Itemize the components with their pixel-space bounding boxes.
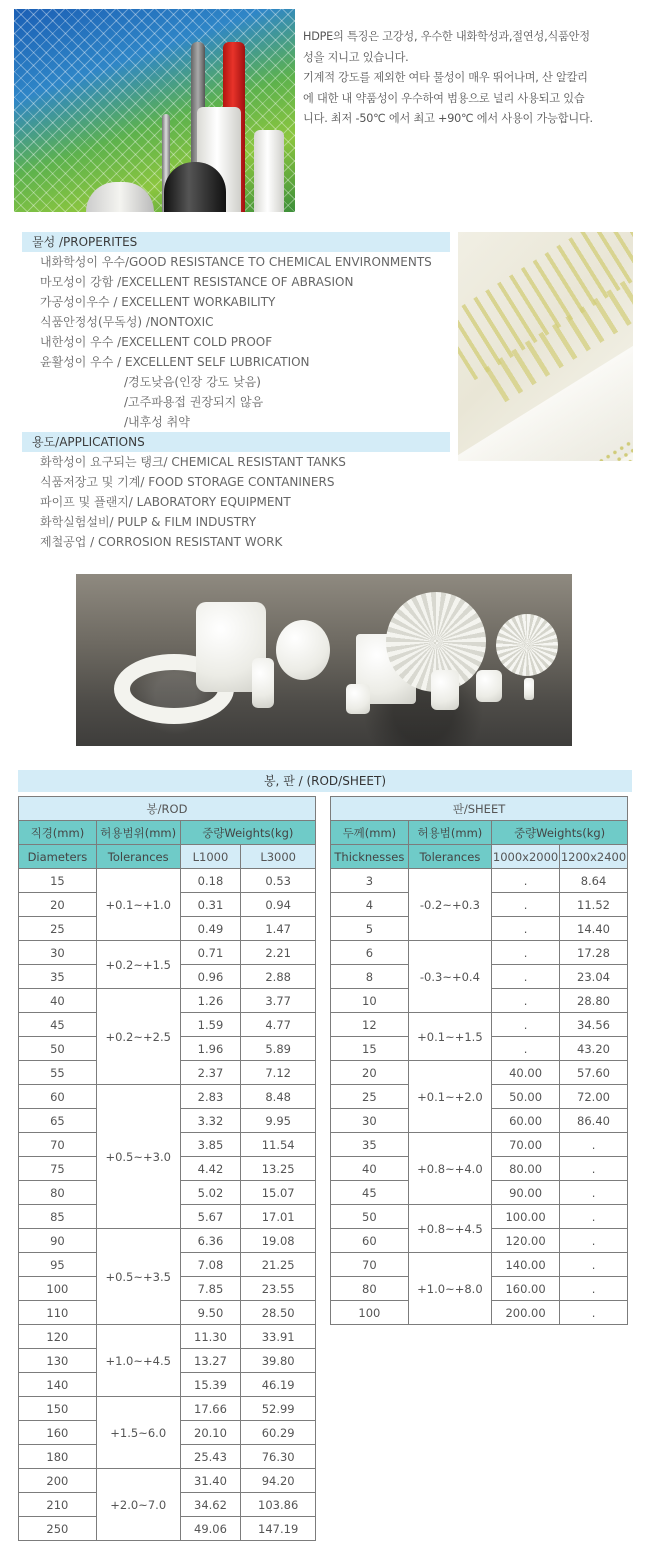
- weight-cell: 11.54: [241, 1133, 316, 1157]
- application-item: 제철공업 / CORROSION RESISTANT WORK: [40, 535, 283, 549]
- property-item: 내화학성이 우수/GOOD RESISTANCE TO CHEMICAL ENVIRONMENTS: [40, 255, 432, 269]
- mesh-texture: [14, 9, 295, 212]
- rod-col-tolerance: 허용범위(mm): [96, 821, 180, 845]
- size-cell: 30: [19, 941, 97, 965]
- rod-col-weight: 중량Weights(kg): [180, 821, 315, 845]
- spec-title: 봉, 판 / (ROD/SHEET): [18, 770, 632, 792]
- size-cell: 95: [19, 1253, 97, 1277]
- table-row: [331, 869, 628, 893]
- weight-cell: .: [560, 1277, 628, 1301]
- weight-cell: 72.00: [560, 1085, 628, 1109]
- weight-cell: 0.53: [241, 869, 316, 893]
- tolerance-cell: +0.2~+2.5: [96, 989, 180, 1085]
- tolerance-cell: +0.5~+3.0: [96, 1085, 180, 1229]
- rod-table-body: [19, 869, 316, 1541]
- rod-col-diameter: 직경(mm): [19, 821, 97, 845]
- size-cell: 210: [19, 1493, 97, 1517]
- sheet-col-tolerance-en: Tolerances: [408, 845, 491, 869]
- weight-cell: .: [492, 869, 560, 893]
- weight-cell: .: [560, 1229, 628, 1253]
- weight-cell: 57.60: [560, 1061, 628, 1085]
- size-cell: 12: [331, 1013, 409, 1037]
- rod-image: [254, 130, 284, 212]
- table-row: [19, 989, 316, 1013]
- small-part-image: [252, 658, 274, 708]
- tolerance-cell: +2.0~7.0: [96, 1469, 180, 1541]
- applications-list: [40, 452, 460, 552]
- weight-cell: 3.77: [241, 989, 316, 1013]
- weight-cell: 120.00: [492, 1229, 560, 1253]
- properties-header: 물성 /PROPERITES: [22, 232, 450, 252]
- size-cell: 100: [19, 1277, 97, 1301]
- property-sub-item: /경도낮음(인장 강도 낮음): [124, 375, 261, 389]
- tolerance-cell: +0.1~+1.0: [96, 869, 180, 941]
- sheet-col-thickness-en: Thicknesses: [331, 845, 409, 869]
- tolerance-cell: -0.2~+0.3: [408, 869, 491, 941]
- size-cell: 60: [331, 1229, 409, 1253]
- size-cell: 85: [19, 1205, 97, 1229]
- rod-table: [18, 796, 316, 1541]
- rod-col-tolerance-en: Tolerances: [96, 845, 180, 869]
- weight-cell: .: [492, 1037, 560, 1061]
- weight-cell: 3.85: [180, 1133, 241, 1157]
- weight-cell: 43.20: [560, 1037, 628, 1061]
- weight-cell: 13.27: [180, 1349, 241, 1373]
- sheet-col-thickness: 두께(mm): [331, 821, 409, 845]
- weight-cell: 11.52: [560, 893, 628, 917]
- small-part-image: [346, 684, 370, 714]
- weight-cell: .: [560, 1157, 628, 1181]
- weight-cell: 147.19: [241, 1517, 316, 1541]
- table-row: [331, 1133, 628, 1157]
- intro-line: 에 대한 내 약품성이 우수하여 범용으로 널리 사용되고 있습: [303, 91, 585, 105]
- size-cell: 70: [331, 1253, 409, 1277]
- size-cell: 140: [19, 1373, 97, 1397]
- table-row: [19, 1325, 316, 1349]
- table-row: [19, 1085, 316, 1109]
- size-cell: 25: [19, 917, 97, 941]
- size-cell: 15: [331, 1037, 409, 1061]
- weight-cell: 8.64: [560, 869, 628, 893]
- weight-cell: 80.00: [492, 1157, 560, 1181]
- weight-cell: 17.28: [560, 941, 628, 965]
- size-cell: 100: [331, 1301, 409, 1325]
- size-cell: 250: [19, 1517, 97, 1541]
- tolerance-cell: -0.3~+0.4: [408, 941, 491, 1013]
- weight-cell: 8.48: [241, 1085, 316, 1109]
- table-row: [19, 1397, 316, 1421]
- table-row: [331, 941, 628, 965]
- sheet-col-weight: 중량Weights(kg): [492, 821, 628, 845]
- weight-cell: 2.83: [180, 1085, 241, 1109]
- weight-cell: 1.26: [180, 989, 241, 1013]
- weight-cell: 160.00: [492, 1277, 560, 1301]
- weight-cell: 5.67: [180, 1205, 241, 1229]
- sheet-table-title: 판/SHEET: [331, 797, 628, 821]
- weight-cell: 23.04: [560, 965, 628, 989]
- weight-cell: 1.59: [180, 1013, 241, 1037]
- weight-cell: 9.95: [241, 1109, 316, 1133]
- application-item: 파이프 및 플랜지/ LABORATORY EQUIPMENT: [40, 495, 291, 509]
- weight-cell: 60.29: [241, 1421, 316, 1445]
- weight-cell: 46.19: [241, 1373, 316, 1397]
- weight-cell: 0.18: [180, 869, 241, 893]
- weight-cell: 86.40: [560, 1109, 628, 1133]
- size-cell: 60: [19, 1085, 97, 1109]
- sheet-col-1200x2400: 1200x2400: [560, 845, 628, 869]
- weight-cell: 100.00: [492, 1205, 560, 1229]
- weight-cell: 4.42: [180, 1157, 241, 1181]
- application-item: 화학실험설비/ PULP & FILM INDUSTRY: [40, 515, 257, 529]
- size-cell: 200: [19, 1469, 97, 1493]
- weight-cell: .: [560, 1301, 628, 1325]
- weight-cell: 11.30: [180, 1325, 241, 1349]
- rod-image: [164, 162, 226, 212]
- weight-cell: 25.43: [180, 1445, 241, 1469]
- weight-cell: 70.00: [492, 1133, 560, 1157]
- property-item: 윤활성이 우수 / EXCELLENT SELF LUBRICATION: [40, 355, 310, 369]
- tolerance-cell: +1.0~+4.5: [96, 1325, 180, 1397]
- weight-cell: .: [492, 1013, 560, 1037]
- property-sub-item: /고주파용접 권장되지 않음: [124, 395, 264, 409]
- weight-cell: 60.00: [492, 1109, 560, 1133]
- table-row: [19, 941, 316, 965]
- weight-cell: 6.36: [180, 1229, 241, 1253]
- weight-cell: .: [492, 917, 560, 941]
- intro-line: 성을 지니고 있습니다.: [303, 50, 409, 64]
- table-row: [331, 1061, 628, 1085]
- weight-cell: 103.86: [241, 1493, 316, 1517]
- size-cell: 40: [19, 989, 97, 1013]
- weight-cell: 34.56: [560, 1013, 628, 1037]
- sheet-col-1000x2000: 1000x2000: [492, 845, 560, 869]
- application-item: 화학성이 요구되는 탱크/ CHEMICAL RESISTANT TANKS: [40, 455, 346, 469]
- size-cell: 4: [331, 893, 409, 917]
- weight-cell: 4.77: [241, 1013, 316, 1037]
- machined-parts-photo: [76, 574, 572, 746]
- weight-cell: 90.00: [492, 1181, 560, 1205]
- size-cell: 45: [19, 1013, 97, 1037]
- weight-cell: 7.85: [180, 1277, 241, 1301]
- intro-text: [303, 27, 638, 130]
- size-cell: 8: [331, 965, 409, 989]
- property-item: 내한성이 우수 /EXCELLENT COLD PROOF: [40, 335, 273, 349]
- size-cell: 80: [19, 1181, 97, 1205]
- size-cell: 75: [19, 1157, 97, 1181]
- size-cell: 50: [331, 1205, 409, 1229]
- weight-cell: 9.50: [180, 1301, 241, 1325]
- weight-cell: 1.96: [180, 1037, 241, 1061]
- weight-cell: 28.50: [241, 1301, 316, 1325]
- weight-cell: 0.71: [180, 941, 241, 965]
- tolerance-cell: +0.1~+1.5: [408, 1013, 491, 1061]
- small-part-image: [431, 670, 459, 710]
- weight-cell: 39.80: [241, 1349, 316, 1373]
- small-part-image: [524, 678, 534, 700]
- weight-cell: 50.00: [492, 1085, 560, 1109]
- weight-cell: 0.94: [241, 893, 316, 917]
- weight-cell: 28.80: [560, 989, 628, 1013]
- weight-cell: .: [492, 941, 560, 965]
- size-cell: 45: [331, 1181, 409, 1205]
- weight-cell: 200.00: [492, 1301, 560, 1325]
- size-cell: 10: [331, 989, 409, 1013]
- weight-cell: 3.32: [180, 1109, 241, 1133]
- weight-cell: 7.08: [180, 1253, 241, 1277]
- tolerance-cell: +0.2~+1.5: [96, 941, 180, 989]
- small-part-image: [476, 670, 502, 702]
- size-cell: 120: [19, 1325, 97, 1349]
- rod-col-l3000: L3000: [241, 845, 316, 869]
- application-item: 식품저장고 및 기계/ FOOD STORAGE CONTANINERS: [40, 475, 335, 489]
- rod-table-title: 봉/ROD: [19, 797, 316, 821]
- tolerance-cell: +1.5~6.0: [96, 1397, 180, 1469]
- property-item: 마모성이 강함 /EXCELLENT RESISTANCE OF ABRASION: [40, 275, 354, 289]
- weight-cell: 140.00: [492, 1253, 560, 1277]
- weight-cell: .: [492, 965, 560, 989]
- size-cell: 110: [19, 1301, 97, 1325]
- size-cell: 90: [19, 1229, 97, 1253]
- weight-cell: 17.01: [241, 1205, 316, 1229]
- tolerance-cell: +1.0~+8.0: [408, 1253, 491, 1325]
- size-cell: 70: [19, 1133, 97, 1157]
- size-cell: 65: [19, 1109, 97, 1133]
- property-sub-item: /내후성 취약: [124, 415, 190, 429]
- weight-cell: .: [560, 1253, 628, 1277]
- size-cell: 150: [19, 1397, 97, 1421]
- size-cell: 20: [19, 893, 97, 917]
- spool-part-image: [276, 620, 330, 680]
- intro-line: 기계적 강도를 제외한 여타 물성이 매우 뛰어나며, 산 알칼리: [303, 71, 588, 84]
- size-cell: 40: [331, 1157, 409, 1181]
- perforated-sheet-photo: [458, 232, 633, 461]
- weight-cell: .: [492, 989, 560, 1013]
- weight-cell: 21.25: [241, 1253, 316, 1277]
- weight-cell: 34.62: [180, 1493, 241, 1517]
- weight-cell: 2.21: [241, 941, 316, 965]
- weight-cell: 40.00: [492, 1061, 560, 1085]
- weight-cell: 15.07: [241, 1181, 316, 1205]
- size-cell: 50: [19, 1037, 97, 1061]
- table-row: [331, 1013, 628, 1037]
- intro-line: HDPE의 특징은 고강성, 우수한 내화학성과,절연성,식품안정: [303, 30, 590, 43]
- table-row: [19, 869, 316, 893]
- gear-part-image: [496, 614, 558, 676]
- weight-cell: 17.66: [180, 1397, 241, 1421]
- size-cell: 35: [331, 1133, 409, 1157]
- weight-cell: 49.06: [180, 1517, 241, 1541]
- size-cell: 25: [331, 1085, 409, 1109]
- size-cell: 160: [19, 1421, 97, 1445]
- applications-header: 용도/APPLICATIONS: [22, 432, 450, 452]
- table-row: [19, 1229, 316, 1253]
- tolerance-cell: +0.8~+4.0: [408, 1133, 491, 1205]
- weight-cell: 5.02: [180, 1181, 241, 1205]
- weight-cell: .: [560, 1181, 628, 1205]
- weight-cell: 0.49: [180, 917, 241, 941]
- weight-cell: 0.31: [180, 893, 241, 917]
- property-item: 가공성이우수 / EXCELLENT WORKABILITY: [40, 295, 276, 309]
- sheet-col-tolerance: 허용범(mm): [408, 821, 491, 845]
- weight-cell: 7.12: [241, 1061, 316, 1085]
- weight-cell: 2.88: [241, 965, 316, 989]
- weight-cell: 33.91: [241, 1325, 316, 1349]
- weight-cell: 2.37: [180, 1061, 241, 1085]
- weight-cell: 1.47: [241, 917, 316, 941]
- size-cell: 15: [19, 869, 97, 893]
- table-row: [331, 1253, 628, 1277]
- sheet-table: [330, 796, 628, 1325]
- weight-cell: 0.96: [180, 965, 241, 989]
- size-cell: 20: [331, 1061, 409, 1085]
- weight-cell: 94.20: [241, 1469, 316, 1493]
- size-cell: 3: [331, 869, 409, 893]
- tolerance-cell: +0.5~+3.5: [96, 1229, 180, 1325]
- tolerance-cell: +0.8~+4.5: [408, 1205, 491, 1253]
- weight-cell: .: [560, 1205, 628, 1229]
- table-row: [331, 1205, 628, 1229]
- size-cell: 180: [19, 1445, 97, 1469]
- weight-cell: 31.40: [180, 1469, 241, 1493]
- size-cell: 80: [331, 1277, 409, 1301]
- weight-cell: 76.30: [241, 1445, 316, 1469]
- rod-col-diameter-en: Diameters: [19, 845, 97, 869]
- property-item: 식품안정성(무독성) /NONTOXIC: [40, 315, 214, 329]
- size-cell: 130: [19, 1349, 97, 1373]
- weight-cell: .: [492, 893, 560, 917]
- weight-cell: 5.89: [241, 1037, 316, 1061]
- weight-cell: 19.08: [241, 1229, 316, 1253]
- hdpe-rods-photo: [14, 9, 295, 212]
- weight-cell: 20.10: [180, 1421, 241, 1445]
- size-cell: 6: [331, 941, 409, 965]
- table-row: [19, 1469, 316, 1493]
- properties-list: [40, 252, 460, 432]
- size-cell: 35: [19, 965, 97, 989]
- intro-line: 니다. 최저 -50℃ 에서 최고 +90℃ 에서 사용이 가능합니다.: [303, 112, 593, 125]
- weight-cell: 14.40: [560, 917, 628, 941]
- weight-cell: 13.25: [241, 1157, 316, 1181]
- size-cell: 55: [19, 1061, 97, 1085]
- weight-cell: 23.55: [241, 1277, 316, 1301]
- rod-col-l1000: L1000: [180, 845, 241, 869]
- sheet-table-body: [331, 869, 628, 1325]
- weight-cell: 52.99: [241, 1397, 316, 1421]
- weight-cell: .: [560, 1133, 628, 1157]
- size-cell: 30: [331, 1109, 409, 1133]
- tolerance-cell: +0.1~+2.0: [408, 1061, 491, 1133]
- weight-cell: 15.39: [180, 1373, 241, 1397]
- size-cell: 5: [331, 917, 409, 941]
